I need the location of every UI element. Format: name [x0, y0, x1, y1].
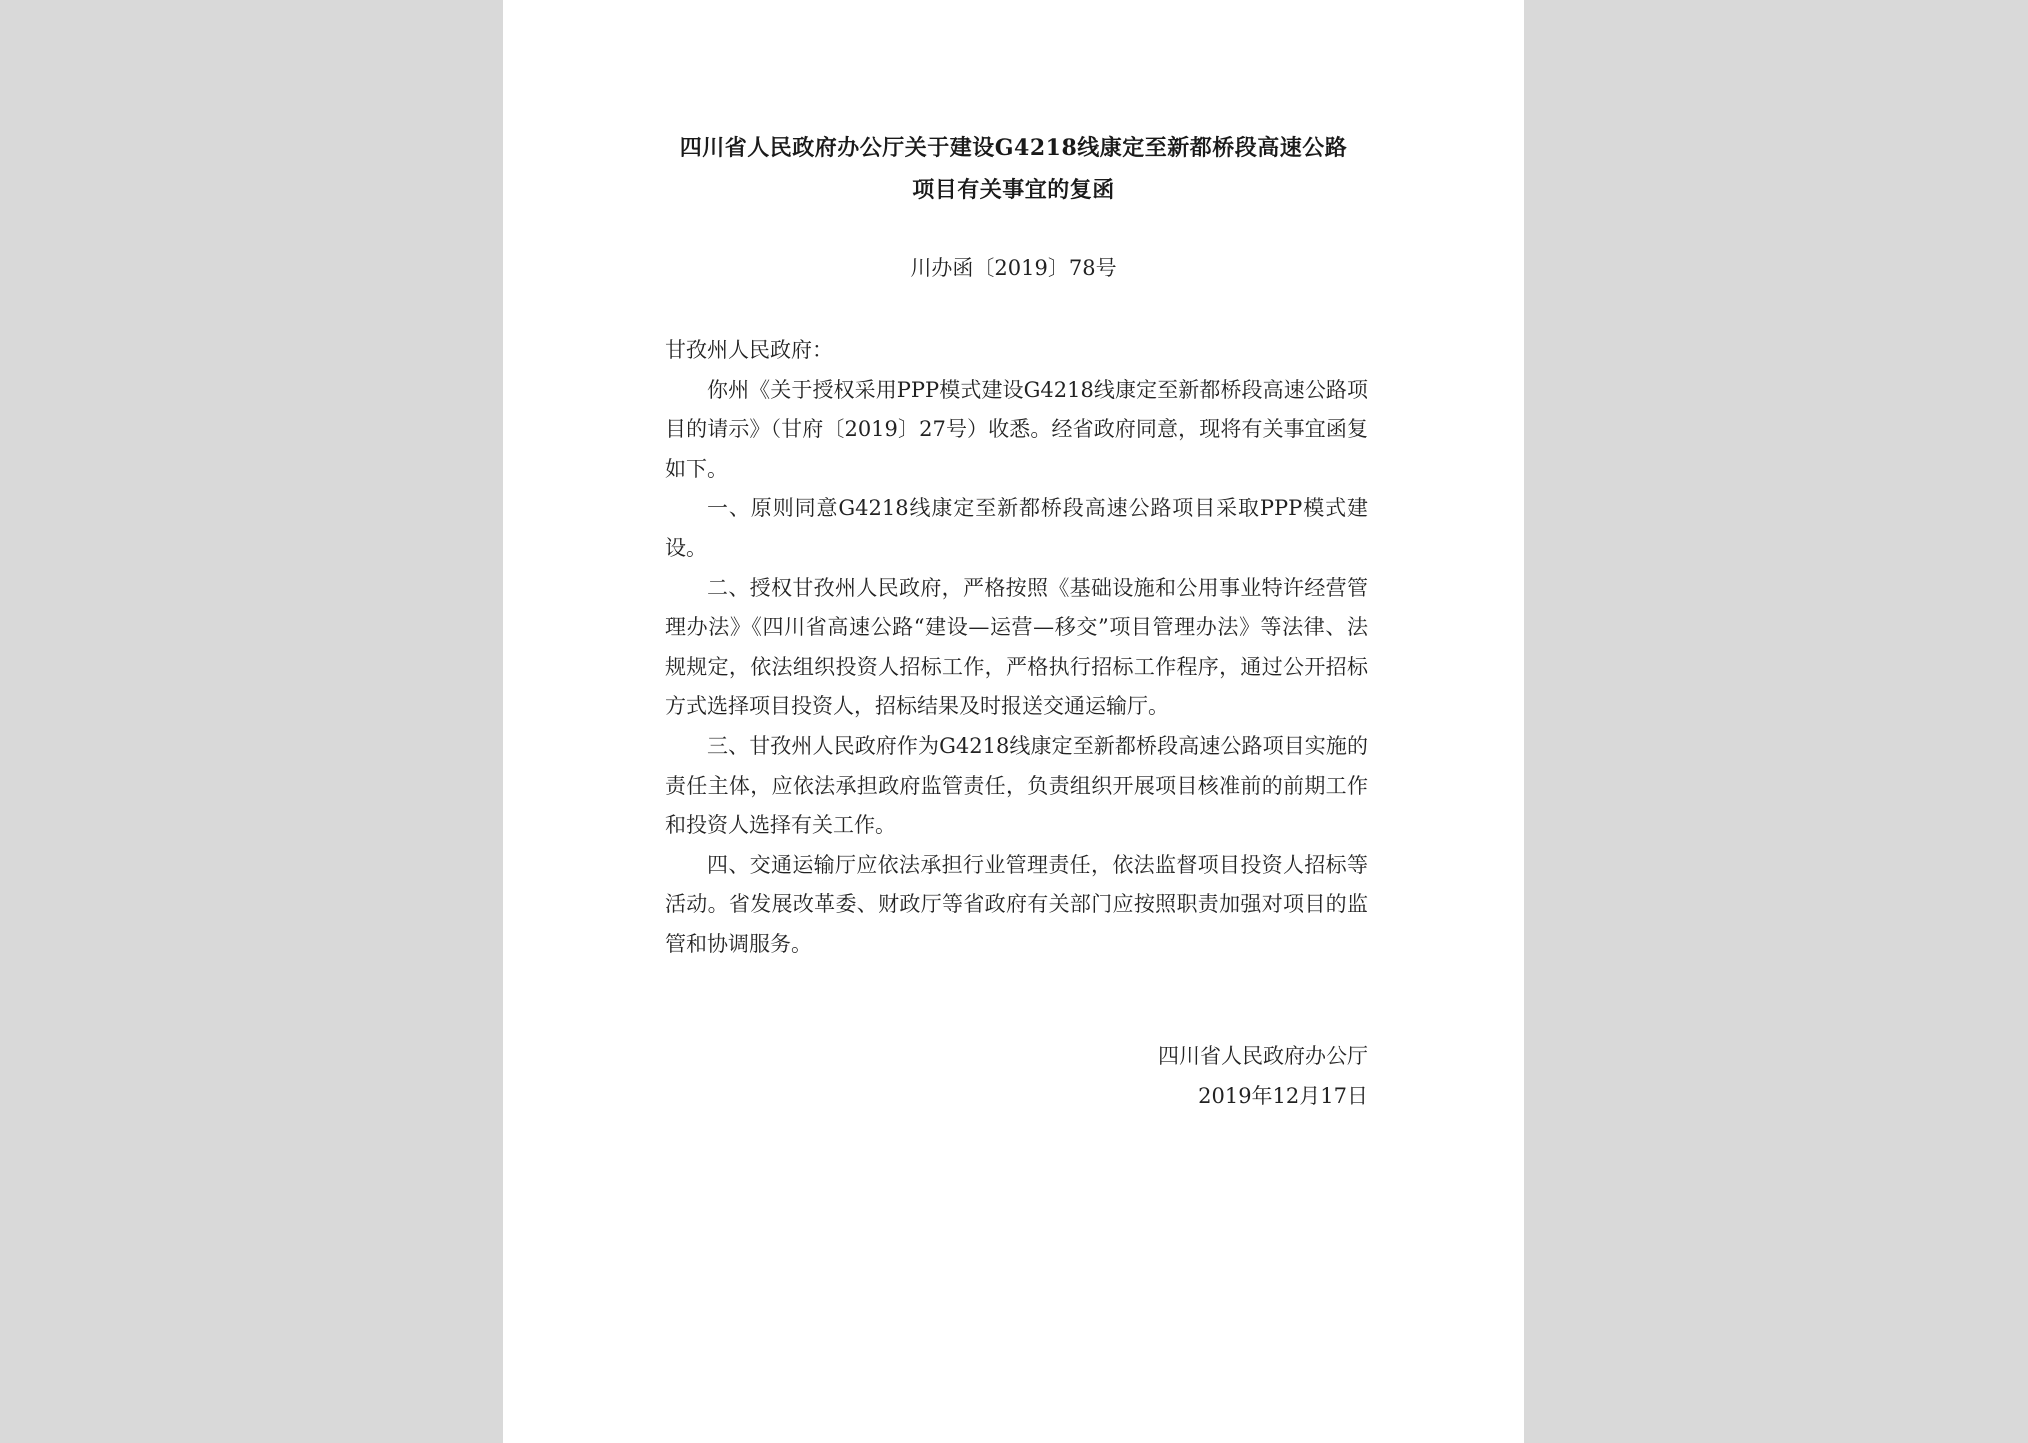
paragraph: 三、甘孜州人民政府作为G4218线康定至新都桥段高速公路项目实施的责任主体，应依法承担政府监管责任，负责组织开展项目核准前的前期工作和投资人选择有关工作。 — [665, 733, 1368, 838]
signature-organization: 四川省人民政府办公厅 — [1158, 1044, 1368, 1068]
document-title-line2: 项目有关事宜的复函 — [912, 177, 1115, 203]
paragraph: 你州《关于授权采用PPP模式建设G4218线康定至新都桥段高速公路项目的请示》（甘府〔2019〕27号）收悉。经省政府同意，现将有关事宜函复如下。 — [665, 377, 1368, 481]
document-body — [665, 331, 1368, 965]
document-title-line1: 四川省人民政府办公厅关于建设G4218线康定至新都桥段高速公路 — [679, 135, 1348, 161]
paragraph: 一、原则同意G4218线康定至新都桥段高速公路项目采取PPP模式建设。 — [665, 496, 1368, 560]
signature-date: 2019年12月17日 — [1198, 1084, 1368, 1108]
document-number: 川办函〔2019〕78号 — [910, 256, 1117, 280]
paragraph: 二、授权甘孜州人民政府，严格按照《基础设施和公用事业特许经营管理办法》《四川省高速公路“建设—运营—移交”项目管理办法》等法律、法规规定，依法组织投资人招标工作，严格执行招标工作程序，通过公开招标方式选择项目投资人，招标结果及时报送交通运输厅。 — [665, 575, 1368, 719]
paragraph: 四、交通运输厅应依法承担行业管理责任，依法监督项目投资人招标等活动。省发展改革委、财政厅等省政府有关部门应按照职责加强对项目的监管和协调服务。 — [665, 852, 1368, 956]
salutation: 甘孜州人民政府： — [665, 338, 833, 362]
document-page — [503, 0, 1524, 1443]
